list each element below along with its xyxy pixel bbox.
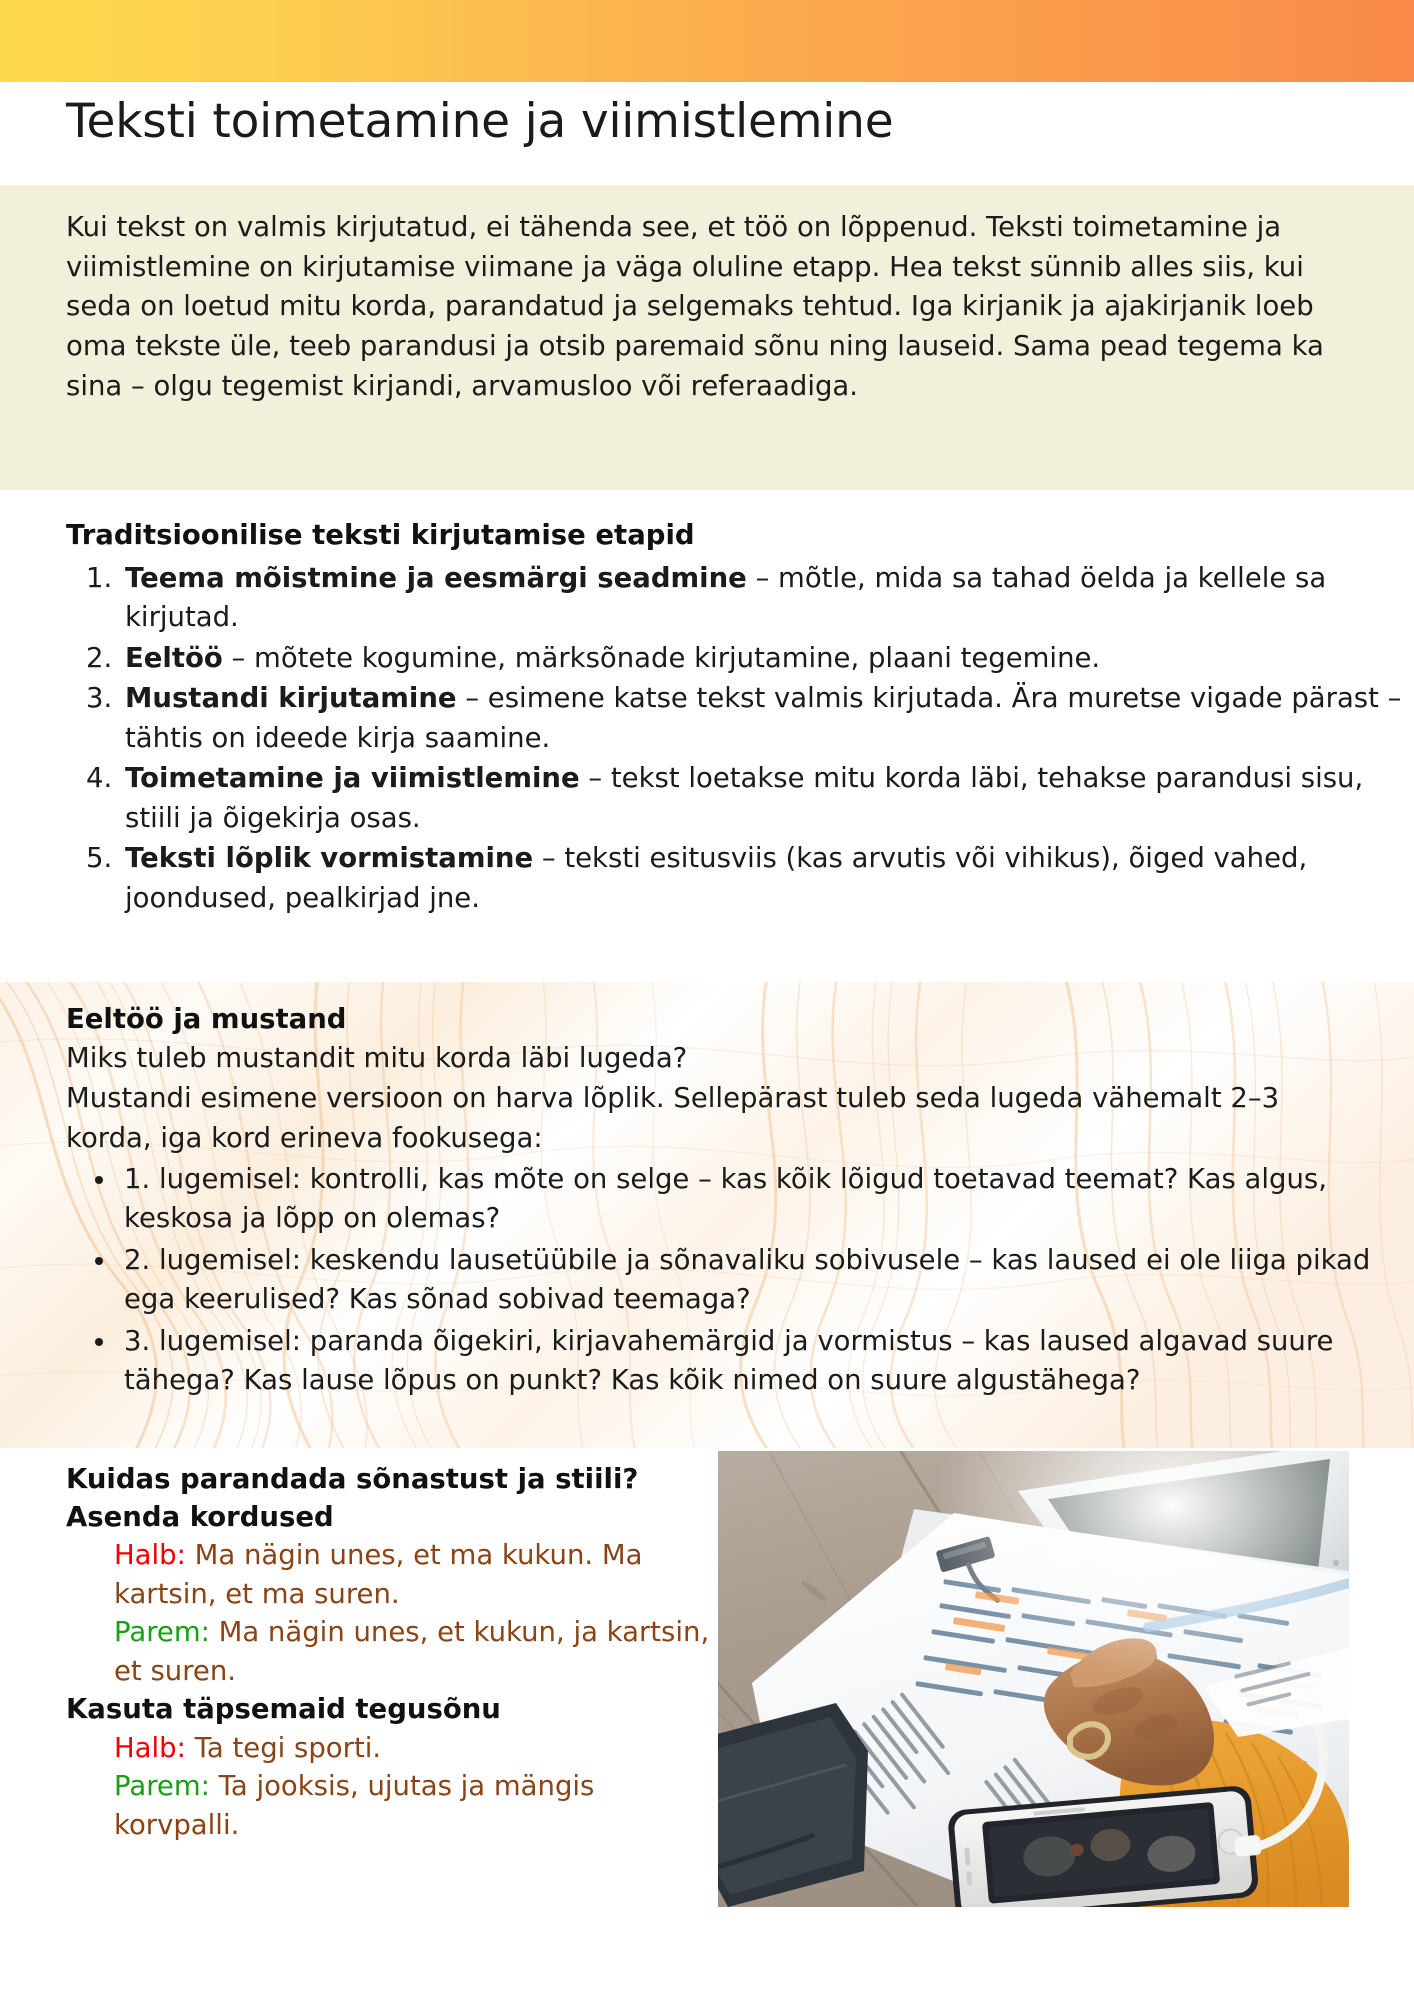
editing-photo [718,1451,1349,1907]
draft-reading-bullets [66,1160,1414,1403]
writing-steps-list [66,559,1411,919]
example-bad-1 [66,1536,716,1613]
header-gradient-band [0,0,1414,82]
draft-answer: Mustandi esimene versioon on harva lõplik. Sellepärast tuleb seda lugeda vähemalt 2–3 korda, iga kord erineva fookusega: [66,1082,1280,1154]
style-examples-column [66,1460,716,1844]
step-term: Eeltöö [125,641,223,674]
list-item [121,679,1411,758]
writing-steps-section [0,490,1414,982]
step-term: Toimetamine ja viimistlemine [125,762,580,795]
step-desc: – tekst loetakse mitu korda läbi, tehakse parandusi sisu, stiili ja õigekirja osas. [125,762,1364,834]
good-label: Parem: [114,1770,210,1803]
step-desc: – esimene katse tekst valmis kirjutada. Ära muretse vigade pärast – tähtis on ideede kirja saamine. [125,682,1402,754]
example-good-2 [66,1767,716,1844]
style-section [0,1448,1414,2000]
list-item [121,639,1411,678]
example-bad-2 [66,1729,716,1768]
list-item: • 1. lugemisel: kontrolli, kas mõte on selge – kas kõik lõigud toetavad teemat? Kas algus, keskosa ja lõpp on olemas? [118,1160,1414,1239]
step-desc: – teksti esitusviis (kas arvutis või vihikus), õiged vahed, joondused, pealkirjad jne. [125,842,1308,914]
step-desc: – mõtle, mida sa tahad öelda ja kellele sa kirjutad. [125,562,1327,634]
step-term: Teksti lõplik vormistamine [125,842,534,875]
step-desc: – mõtete kogumine, märksõnade kirjutamine, plaani tegemine. [222,641,1101,674]
draft-heading: Eeltöö ja mustand [66,1003,347,1035]
list-item [121,759,1411,838]
good-text: Ma nägin unes, et kukun, ja kartsin, et suren. [114,1616,710,1687]
writing-steps-heading: Traditsioonilise teksti kirjutamise etapid [66,519,695,551]
intro-paragraph: Kui tekst on valmis kirjutatud, ei tähenda see, et töö on lõppenud. Teksti toimetamine ja viimistlemine on kirjutamise viimane ja väga oluline etapp. Hea tekst sünnib alles siis, kui seda on loetud mitu korda, parandatud ja selgemaks tehtud. Iga kirjanik ja ajakirjanik loeb oma tekste üle, teeb parandusi ja otsib paremaid sõnu ning lauseid. Sama pead tegema ka sina – olgu tegemist kirjandi, arvamusloo või referaadiga. [66,211,1324,402]
list-item [121,559,1411,638]
step-term: Teema mõistmine ja eesmärgi seadmine [125,562,747,594]
bad-label: Halb: [114,1539,186,1572]
bad-text: Ma nägin unes, et ma kukun. Ma kartsin, et ma suren. [114,1539,643,1610]
precise-verbs-heading: Kasuta täpsemaid tegusõnu [66,1693,501,1726]
photo-illustration [718,1451,1349,1907]
good-text: Ta jooksis, ujutas ja mängis korvpalli. [114,1770,595,1841]
list-item: • 3. lugemisel: paranda õigekiri, kirjavahemärgid ja vormistus – kas laused algavad suure tähega? Kas lause lõpus on punkt? Kas kõik nimed on suure algustähega? [118,1322,1414,1401]
list-item: • 2. lugemisel: keskendu lausetüübile ja sõnavaliku sobivusele – kas laused ei ole liiga pikad ega keerulised? Kas sõnad sobivad teemaga? [118,1241,1414,1320]
bad-text: Ta tegi sporti. [185,1731,382,1764]
bad-label: Halb: [114,1731,186,1764]
list-item [121,839,1411,918]
draft-section-marbled-band [0,982,1414,1448]
title-band [0,82,1414,185]
example-good-1 [66,1613,716,1690]
intro-band [0,185,1414,490]
style-heading: Kuidas parandada sõnastust ja stiili? [66,1463,639,1495]
good-label: Parem: [114,1616,210,1649]
step-term: Mustandi kirjutamine [125,682,457,715]
draft-question: Miks tuleb mustandit mitu korda läbi lugeda? [66,1042,688,1074]
replace-repetition-heading: Asenda kordused [66,1501,334,1534]
page-title: Teksti toimetamine ja viimistlemine [66,94,894,149]
gradient-swatch [0,0,1414,82]
draft-content [0,982,1414,1448]
